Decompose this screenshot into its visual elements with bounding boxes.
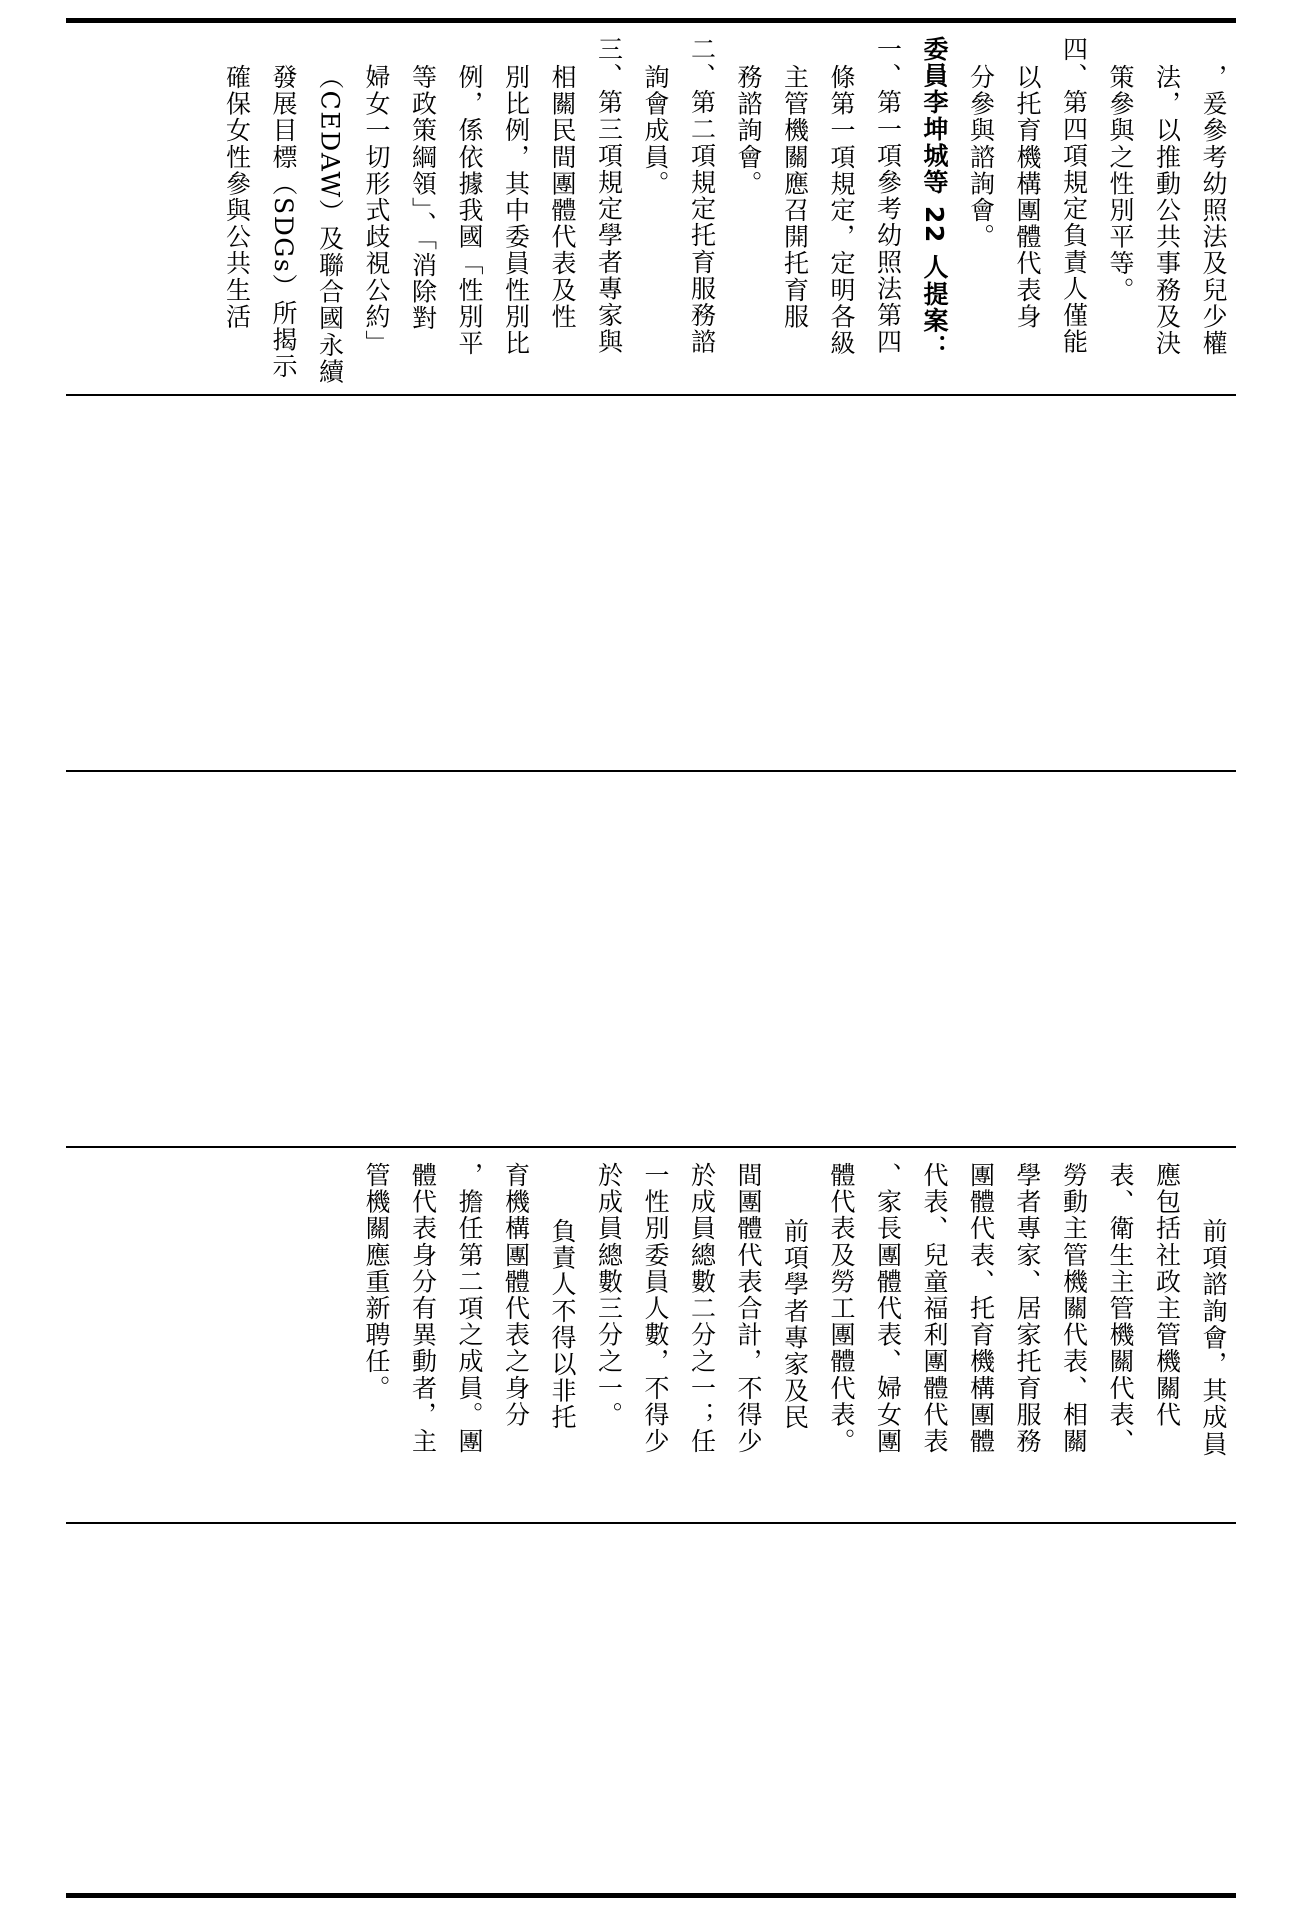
- text-line: 主管機關應召開托育服: [780, 64, 810, 330]
- text-line: 一性別委員人數，不得少: [641, 1162, 670, 1455]
- text-line: 應包括社政主管機關代: [1152, 1162, 1182, 1428]
- row-divider-2: [66, 770, 1236, 772]
- text-line: 四、第四項規定負責人僅能: [1059, 36, 1089, 356]
- text-line: 體代表身分有異動者，主: [408, 1162, 438, 1455]
- article-text-block: [353, 1162, 1237, 1514]
- text-line: 於成員總數三分之一。: [594, 1162, 624, 1428]
- text-line: 二、第二項規定托育服務諮: [687, 36, 717, 356]
- text-line: 以托育機構團體代表身: [1013, 64, 1042, 330]
- text-line: 前項諮詢會，其成員: [1199, 1218, 1228, 1458]
- text-line: 體代表及勞工團體代表。: [827, 1162, 856, 1455]
- explanation-text-block: [213, 36, 1236, 388]
- text-line: 代表、兒童福利團體代表: [920, 1162, 949, 1455]
- text-line: 策參與之性別平等。: [1106, 64, 1135, 304]
- text-line: 間團體代表合計，不得少: [734, 1162, 763, 1455]
- text-line: 於成員總數二分之一；任: [687, 1162, 717, 1455]
- text-line: （CEDAW）及聯合國永續: [315, 64, 345, 385]
- text-line: 一、第一項參考幼照法第四: [873, 36, 903, 356]
- empty-cell-lower: [66, 1524, 1236, 1893]
- text-line: 負責人不得以非托: [548, 1218, 577, 1431]
- text-line: 勞動主管機關代表、相關: [1059, 1162, 1089, 1455]
- text-line: 學者專家、居家托育服務: [1013, 1162, 1042, 1455]
- text-line: 例，係依據我國「性別平: [455, 64, 484, 357]
- text-line: 表、衛生主管機關代表、: [1106, 1162, 1135, 1455]
- proposal-heading: 委員李坤城等 22 人提案：: [920, 36, 949, 361]
- text-line: 發展目標（SDGs）所揭示: [269, 64, 298, 380]
- text-line: 育機構團體代表之身分: [501, 1162, 531, 1428]
- text-line: 條第一項規定，定明各級: [827, 64, 856, 357]
- text-line: 等政策綱領」、「消除對: [408, 64, 438, 332]
- text-line: 確保女性參與公共生活: [222, 64, 252, 330]
- text-line: 務諮詢會。: [734, 64, 763, 197]
- text-line: 三、第三項規定學者專家與: [594, 36, 624, 356]
- text-line: 詢會成員。: [641, 64, 670, 197]
- top-border-rule: [66, 18, 1236, 23]
- text-line: 婦女一切形式歧視公約」: [362, 64, 391, 357]
- text-line: 別比例，其中委員性別比: [501, 64, 531, 357]
- text-line: 前項學者專家及民: [780, 1218, 810, 1431]
- empty-cell-upper: [66, 396, 1236, 770]
- text-line: ，爰參考幼照法及兒少權: [1199, 64, 1228, 357]
- text-line: 管機關應重新聘任。: [362, 1162, 391, 1402]
- text-line: ，擔任第二項之成員。團: [455, 1162, 484, 1455]
- text-line: 相關民間團體代表及性: [548, 64, 577, 330]
- row-divider-3: [66, 1146, 1236, 1148]
- text-line: 分參與諮詢會。: [966, 64, 996, 251]
- text-line: 、家長團體代表、婦女團: [873, 1162, 903, 1455]
- bottom-border-rule: [66, 1893, 1236, 1898]
- text-line: 團體代表、托育機構團體: [966, 1162, 996, 1455]
- text-line: 法，以推動公共事務及決: [1152, 64, 1182, 357]
